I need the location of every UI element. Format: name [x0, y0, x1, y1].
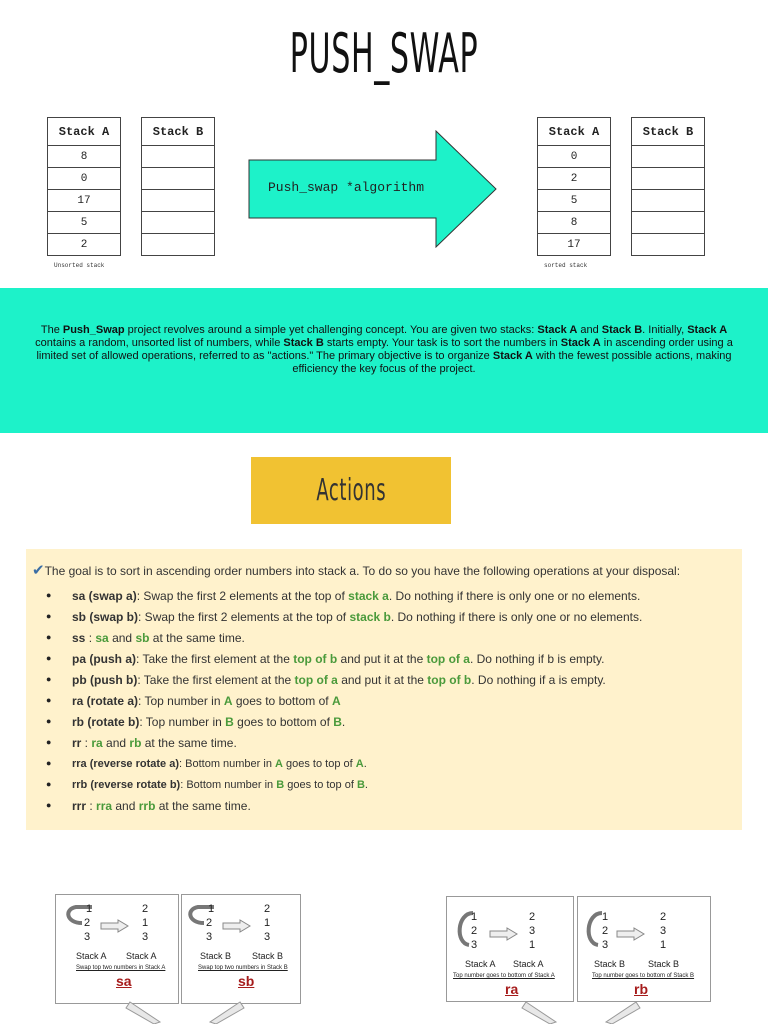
list-item: ● pb (push b): Take the first element at the top of a and put it at the top of b. Do nothing if a is empty.: [46, 673, 642, 694]
stack-a-sorted: [537, 117, 611, 256]
stack-cell: 2: [538, 168, 611, 190]
stack-b-header: Stack B: [142, 118, 215, 146]
actions-heading-box: [251, 457, 451, 524]
op-label-rb: rb: [634, 981, 648, 997]
list-item: ● rrr : rra and rrb at the same time.: [46, 799, 642, 820]
stack-a-unsorted: [47, 117, 121, 256]
actions-heading: Actions: [316, 473, 386, 508]
list-item: ● rrb (reverse rotate b): Bottom number in B goes to top of B.: [46, 778, 642, 799]
stack-cell: [142, 146, 215, 168]
stack-cell: 17: [48, 190, 121, 212]
stack-b-unsorted: [141, 117, 215, 256]
stack-cell: [632, 168, 705, 190]
check-icon: ✔: [32, 562, 45, 579]
right-arrow-icon: [100, 919, 130, 933]
intro-band: [0, 288, 768, 433]
list-item: ● sb (swap b): Swap the first 2 elements at the top of stack b. Do nothing if there is only one or no elements.: [46, 610, 642, 631]
curved-arrow-icon: [184, 901, 224, 931]
list-item: ● rra (reverse rotate a): Bottom number in A goes to top of A.: [46, 757, 642, 778]
stack-cell: [632, 212, 705, 234]
list-item: ● ss : sa and sb at the same time.: [46, 631, 642, 652]
merge-arrows-icon: [516, 1000, 646, 1024]
stack-cell: 0: [48, 168, 121, 190]
diagram-rb: 1 2 3 2 3 1 Stack B Stack B Top number goes to bottom of Stack B rb: [577, 896, 711, 1002]
list-item: ● pa (push a): Take the first element at the top of b and put it at the top of a. Do nothing if b is empty.: [46, 652, 642, 673]
stack-cell: [142, 212, 215, 234]
stack-a-header: Stack A: [48, 118, 121, 146]
diagram-sb: 1 2 3 2 1 3 Stack B Stack B Swap top two numbers in Stack B sb: [181, 894, 301, 1004]
stack-cell: 5: [538, 190, 611, 212]
stack-cell: 0: [538, 146, 611, 168]
goal-text: ✔The goal is to sort in ascending order numbers into stack a. To do so you have the following operations at your disposal:: [32, 562, 681, 579]
page-title: PUSH_SWAP: [289, 22, 479, 85]
stack-cell: 8: [48, 146, 121, 168]
intro-paragraph: The Push_Swap project revolves around a simple yet challenging concept. You are given two stacks: Stack A and Stack B. Initially, Stack A contains a random, unsorted list of numbers, while Stack B starts empty. Your task is to sort the numbers in Stack A in ascending order using a limited set of allowed operations, referred to as "actions." The primary objective is to organize Stack A with the fewest possible actions, making efficiency the key focus of the project.: [35, 324, 733, 375]
merge-arrows-icon: [120, 1000, 250, 1024]
right-arrow-icon: [616, 927, 646, 941]
unsorted-caption: Unsorted stack: [54, 262, 105, 269]
stack-cell: [632, 146, 705, 168]
stack-cell: [632, 234, 705, 256]
stack-b-header: Stack B: [632, 118, 705, 146]
stack-cell: 5: [48, 212, 121, 234]
stack-cell: 2: [48, 234, 121, 256]
stack-a-header: Stack A: [538, 118, 611, 146]
operations-panel: [26, 549, 742, 830]
stack-cell: [142, 168, 215, 190]
arrow-label: Push_swap *algorithm: [268, 180, 425, 195]
stack-cell: 8: [538, 212, 611, 234]
sorted-caption: sorted stack: [544, 262, 588, 269]
stack-cell: [142, 234, 215, 256]
op-label-sb: sb: [238, 973, 255, 989]
curved-arrow-icon: [62, 901, 102, 931]
list-item: ● sa (swap a): Swap the first 2 elements at the top of stack a. Do nothing if there is only one or no elements.: [46, 589, 642, 610]
operations-list: [46, 589, 642, 820]
stack-cell: 17: [538, 234, 611, 256]
right-arrow-icon: [222, 919, 252, 933]
list-item: ● rr : ra and rb at the same time.: [46, 736, 642, 757]
list-item: ● rb (rotate b): Top number in B goes to bottom of B.: [46, 715, 642, 736]
diagram-sa: 1 2 3 2 1 3 Stack A Stack A Swap top two numbers in Stack A sa: [55, 894, 179, 1004]
diagram-ra: 1 2 3 2 3 1 Stack A Stack A Top number goes to bottom of Stack A ra: [446, 896, 574, 1002]
op-label-sa: sa: [116, 973, 132, 989]
stack-b-sorted: [631, 117, 705, 256]
op-label-ra: ra: [505, 981, 519, 997]
right-arrow-icon: [489, 927, 519, 941]
list-item: ● ra (rotate a): Top number in A goes to bottom of A: [46, 694, 642, 715]
stack-cell: [142, 190, 215, 212]
stack-cell: [632, 190, 705, 212]
